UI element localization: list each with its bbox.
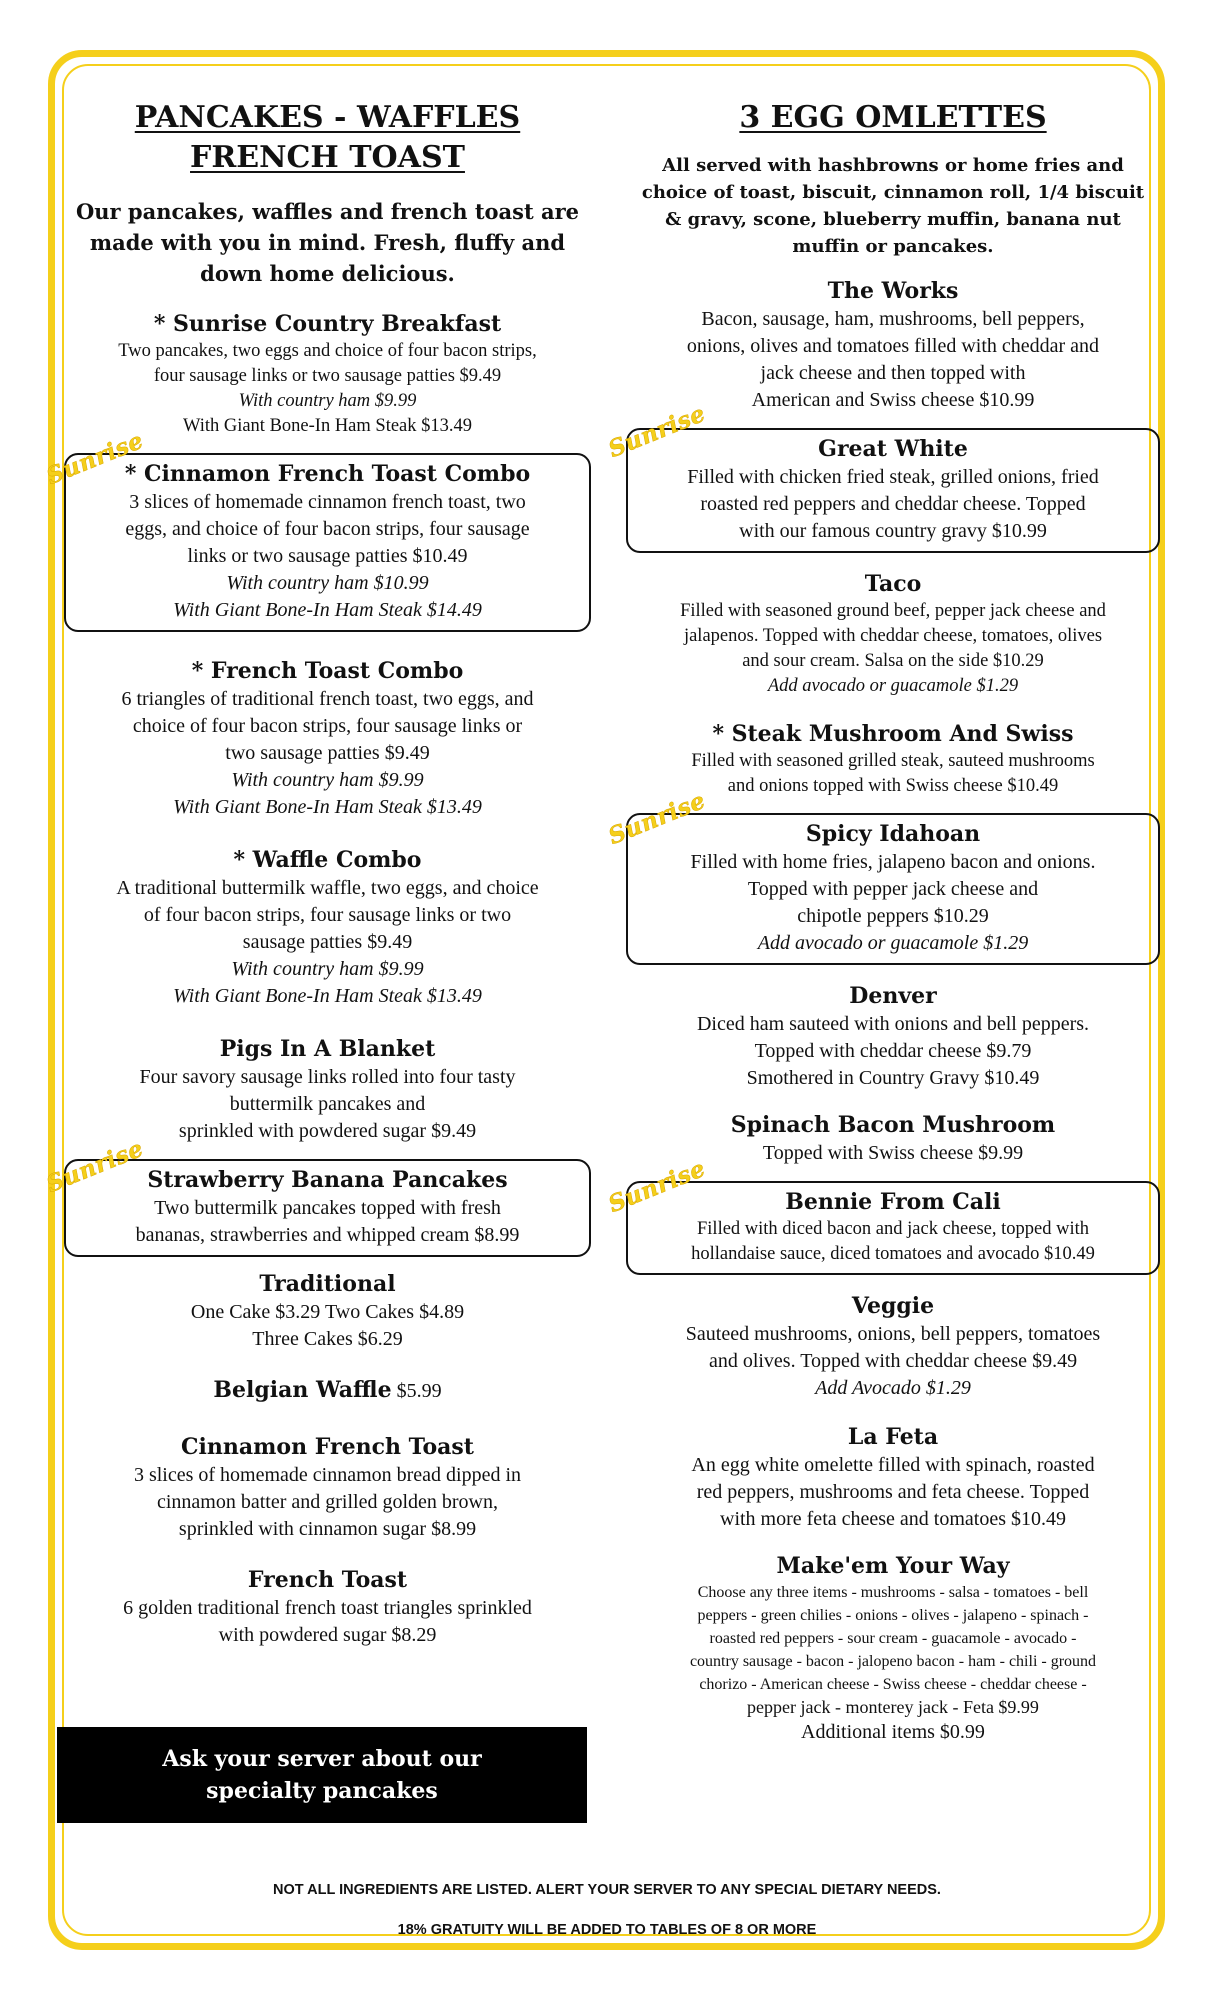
item-cinnamon-french-toast: Cinnamon French Toast 3 slices of homemade cinnamon bread dipped in cinnamon batter and grilled golden brown, sprinkled with cinnamon sugar $8.99 — [133, 1434, 522, 1540]
sunrise-badge: Sunrise — [604, 399, 710, 464]
specialty-pancakes-banner: Ask your server about our specialty pancakes — [57, 1727, 587, 1823]
item-makeem-your-way: Make'em Your Way Choose any three items - mushrooms - salsa - tomatoes - bell peppers - green chilies - onions - olives - jalapeno - spinach - roasted red peppers - sour cream - guacamole - avocado - country sausage - bacon - jalopeno bacon - ham - chili - ground chorizo - American cheese - Swiss cheese - cheddar cheese - pepper jack - monterey jack - Feta $9.99 Additional items $0.99 — [689, 1553, 1097, 1743]
gratuity-notice: 18% GRATUITY WILL BE ADDED TO TABLES OF 8 OR MORE — [397, 1922, 817, 1938]
item-steak-mushroom-swiss: * Steak Mushroom And Swiss Filled with seasoned grilled steak, sauteed mushrooms and onions topped with Swiss cheese $10.49 — [691, 721, 1095, 796]
sunrise-badge: Sunrise — [42, 426, 148, 491]
item-traditional: Traditional One Cake $3.29 Two Cakes $4.89 Three Cakes $6.29 — [190, 1271, 465, 1350]
item-french-toast-combo: * French Toast Combo 6 triangles of traditional french toast, two eggs, and choice of four bacon strips, four sausage links or two sausage patties $9.49 With country ham $9.99 With Giant Bone-In Ham Steak $13.49 — [121, 658, 534, 818]
omelettes-intro: All served with hashbrowns or home fries and choice of toast, biscuit, cinnamon roll, 1/4 biscuit & gravy, scone, blueberry muffin, banana nut muffin or pancakes. — [641, 155, 1145, 257]
pancakes-column — [42, 98, 585, 1649]
item-spinach-bacon-mushroom: Spinach Bacon Mushroom Topped with Swiss cheese $9.99 — [730, 1112, 1056, 1164]
item-veggie: Veggie Sauteed mushrooms, onions, bell peppers, tomatoes and olives. Topped with cheddar cheese $9.49 Add Avocado $1.29 — [685, 1293, 1101, 1399]
item-spicy-idahoan: Sunrise Spicy Idahoan Filled with home fries, jalapeno bacon and onions. Topped with pepper jack cheese and chipotle peppers $10.29 Add avocado or guacamole $1.29 — [626, 813, 1160, 965]
item-bennie-from-cali: Sunrise Bennie From Cali Filled with diced bacon and jack cheese, topped with hollandaise sauce, diced tomatoes and avocado $10.49 — [626, 1181, 1160, 1275]
omelettes-title: 3 EGG OMLETTES — [739, 100, 1047, 135]
item-la-feta: La Feta An egg white omelette filled with spinach, roasted red peppers, mushrooms and feta cheese. Topped with more feta cheese and tomatoes $10.49 — [691, 1424, 1095, 1530]
item-denver: Denver Diced ham sauteed with onions and bell peppers. Topped with cheddar cheese $9.79 Smothered in Country Gravy $10.49 — [696, 983, 1090, 1089]
sunrise-badge: Sunrise — [604, 786, 710, 851]
item-french-toast: French Toast 6 golden traditional french toast triangles sprinkled with powdered sugar $8.29 — [123, 1567, 532, 1646]
item-sunrise-country-breakfast: * Sunrise Country Breakfast Two pancakes, two eggs and choice of four bacon strips, four sausage links or two sausage patties $9.49 With country ham $9.99 With Giant Bone-In Ham Steak $13.49 — [118, 311, 537, 436]
item-great-white: Sunrise Great White Filled with chicken fried steak, grilled onions, fried roasted red peppers and cheddar cheese. Topped with our famous country gravy $10.99 — [626, 428, 1160, 553]
item-pigs-in-a-blanket: Pigs In A Blanket Four savory sausage links rolled into four tasty buttermilk pancakes and sprinkled with powdered sugar $9.49 — [139, 1036, 516, 1142]
item-belgian-waffle: Belgian Waffle $5.99 — [213, 1377, 442, 1403]
pancakes-intro: Our pancakes, waffles and french toast are made with you in mind. Fresh, fluffy and down home delicious. — [75, 199, 579, 286]
item-strawberry-banana-pancakes: Sunrise Strawberry Banana Pancakes Two buttermilk pancakes topped with fresh bananas, strawberries and whipped cream $8.99 — [64, 1159, 591, 1257]
dietary-disclaimer: NOT ALL INGREDIENTS ARE LISTED. ALERT YOUR SERVER TO ANY SPECIAL DIETARY NEEDS. — [273, 1882, 941, 1898]
sunrise-badge: Sunrise — [42, 1134, 148, 1199]
item-the-works: The Works Bacon, sausage, ham, mushrooms, bell peppers, onions, olives and tomatoes filled with cheddar and jack cheese and then topped with American and Swiss cheese $10.99 — [686, 278, 1100, 411]
item-waffle-combo: * Waffle Combo A traditional buttermilk waffle, two eggs, and choice of four bacon strips, four sausage links or two sausage patties $9.49 With country ham $9.99 With Giant Bone-In Ham Steak $13.49 — [116, 847, 539, 1007]
item-taco: Taco Filled with seasoned ground beef, pepper jack cheese and jalapenos. Topped with cheddar cheese, tomatoes, olives and sour cream. Salsa on the side $10.29 Add avocado or guacamole $1.29 — [680, 571, 1106, 696]
item-cinnamon-french-toast-combo: Sunrise * Cinnamon French Toast Combo 3 slices of homemade cinnamon french toast, two eggs, and choice of four bacon strips, four sausage links or two sausage patties $10.49 With country ham $10.99 With Giant Bone-In Ham Steak $14.49 — [64, 453, 591, 632]
pancakes-title: PANCAKES - WAFFLES FRENCH TOAST — [134, 100, 521, 175]
sunrise-badge: Sunrise — [604, 1154, 710, 1219]
omelettes-column — [604, 98, 1154, 1746]
